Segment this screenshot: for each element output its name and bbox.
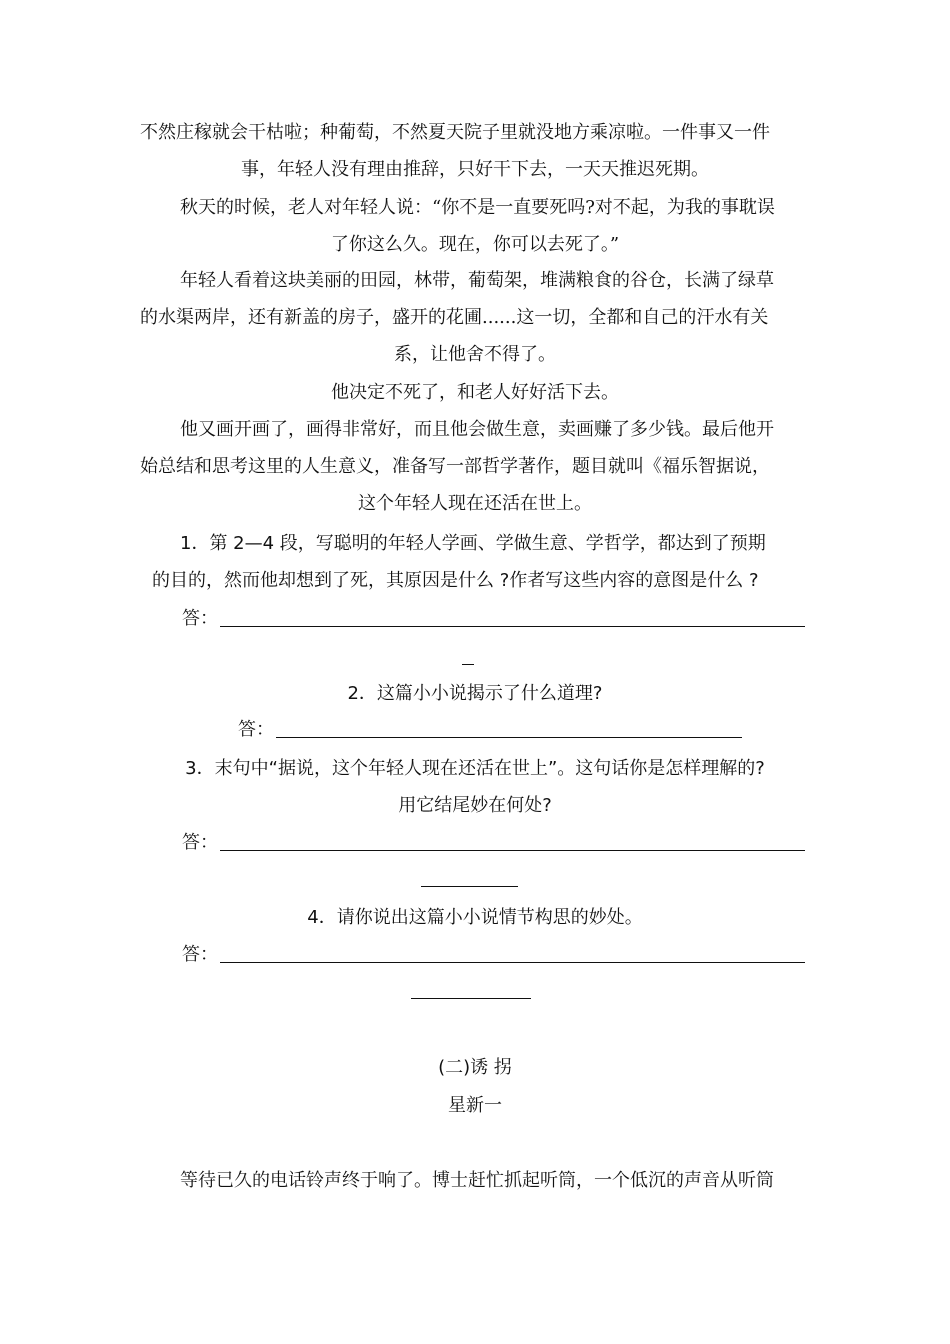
story-line: 的水渠两岸，还有新盖的房子，盛开的花圃......这一切，全都和自己的汗水有关 [140, 307, 769, 328]
question-3-text-cont: 用它结尾妙在何处? [398, 795, 552, 816]
question-3-text: 3．末句中“据说，这个年轻人现在还活在世上”。这句话你是怎样理解的? [185, 758, 765, 779]
answer-line-1[interactable] [220, 626, 805, 627]
question-1-text-cont: 的目的，然而他却想到了死，其原因是什么 ?作者写这些内容的意图是什么 ? [152, 570, 759, 591]
section-title: (二)诱 拐 [438, 1057, 512, 1078]
story-line: 不然庄稼就会干枯啦；种葡萄，不然夏天院子里就没地方乘凉啦。一件事又一件 [140, 122, 770, 143]
answer-line-4-cont[interactable] [411, 998, 531, 999]
question-1-text: 1．第 2—4 段，写聪明的年轻人学画、学做生意、学哲学，都达到了预期 [180, 533, 766, 554]
answer-label-2: 答： [238, 719, 274, 740]
story-line: 了你这么久。现在，你可以去死了。” [330, 234, 620, 255]
answer-line-3[interactable] [220, 850, 805, 851]
story-line: 系，让他舍不得了。 [394, 344, 556, 365]
story-line: 事，年轻人没有理由推辞，只好干下去，一天天推迟死期。 [241, 159, 709, 180]
story-line: 年轻人看着这块美丽的田园，林带，葡萄架，堆满粮食的谷仓，长满了绿草 [180, 270, 774, 291]
story-line: 秋天的时候，老人对年轻人说：“你不是一直要死吗?对不起，为我的事耽误 [180, 197, 775, 218]
story-line: 他又画开画了，画得非常好，而且他会做生意，卖画赚了多少钱。最后他开 [180, 419, 774, 440]
answer-line-1-cont[interactable] [462, 664, 474, 665]
question-2-text: 2．这篇小小说揭示了什么道理? [347, 683, 603, 704]
story-line: 始总结和思考这里的人生意义，准备写一部哲学著作，题目就叫《福乐智据说， [140, 456, 770, 477]
answer-label-4: 答： [182, 944, 218, 965]
story-line: 他决定不死了，和老人好好活下去。 [331, 382, 619, 403]
section-first-line: 等待已久的电话铃声终于响了。博士赶忙抓起听筒，一个低沉的声音从听筒 [180, 1170, 774, 1191]
answer-label-1: 答： [182, 608, 218, 629]
section-author: 星新一 [448, 1095, 502, 1116]
answer-line-2[interactable] [276, 737, 742, 738]
question-4-text: 4．请你说出这篇小小说情节构思的妙处。 [307, 907, 643, 928]
story-line: 这个年轻人现在还活在世上。 [358, 493, 592, 514]
answer-line-4[interactable] [220, 962, 805, 963]
answer-label-3: 答： [182, 832, 218, 853]
answer-line-3-cont[interactable] [421, 886, 518, 887]
